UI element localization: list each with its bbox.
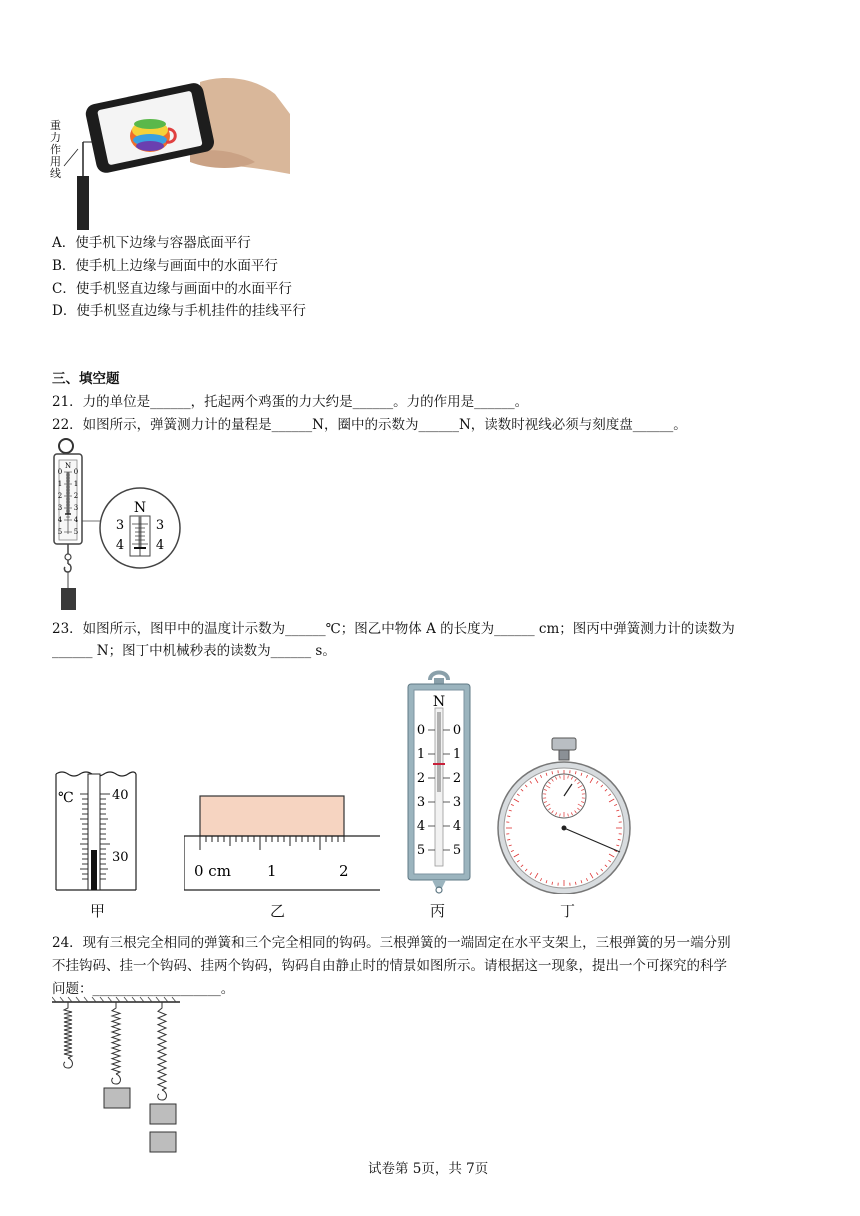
q21-text: 21．力的单位是______，托起两个鸡蛋的力大约是______。力的作用是______。 [52,394,529,410]
thermometer-label-30: 30 [112,850,129,865]
ruler-label-0: 0 cm [194,862,231,880]
dyn-left-1: 1 [416,747,426,762]
dyn-right-3: 3 [452,795,462,810]
q24-springs-figure [52,996,184,1156]
caption-jia: 甲 [90,902,106,920]
page-footer: 试卷第 5页，共 7页 [368,1161,489,1177]
q23-ruler-figure [184,792,380,892]
q23-thermometer-figure [52,770,140,894]
q22-zoom-unit: N [133,500,147,516]
caption-yi: 乙 [270,902,286,920]
dyn-left-3: 3 [416,795,426,810]
q22-scale-right-4: 4 [73,516,79,524]
q20-phone-figure [50,74,290,234]
thermometer-unit: ℃ [58,790,74,806]
q23-dynamometer-figure [404,668,474,894]
q24-text-line3: 问题：___________________。 [52,981,235,997]
dyn-left-0: 0 [416,723,426,738]
q23-text-line1: 23．如图所示，图甲中的温度计示数为______℃；图乙中物体 A 的长度为______ cm；图丙中弹簧测力计的读数为 [52,621,735,637]
q22-scale-right-2: 2 [73,492,79,500]
ruler-label-2: 2 [339,862,349,880]
thermometer-label-40: 40 [112,788,129,803]
q22-scale-left-4: 4 [57,516,63,524]
gravity-line-label: 重 力 作 用 线 [50,119,61,180]
caption-ding: 丁 [560,902,576,920]
q22-scale-left-3: 3 [57,504,63,512]
dyn-right-1: 1 [452,747,462,762]
q22-scale-left-2: 2 [57,492,63,500]
q22-zoom-left-4: 4 [115,538,125,553]
q22-scale-right-3: 3 [73,504,79,512]
q22-scale-right-5: 5 [73,528,79,536]
dynamometer-unit: N [432,694,446,710]
caption-bing: 丙 [430,902,446,920]
q23-stopwatch-figure [494,736,634,894]
q20-option-d: D．使手机竖直边缘与手机挂件的挂线平行 [52,303,306,319]
section-title: 三、填空题 [52,371,120,387]
dyn-left-5: 5 [416,843,426,858]
q24-text-line1: 24．现有三根完全相同的弹簧和三个完全相同的钩码。三根弹簧的一端固定在水平支架上，三根弹簧的另一端分别 [52,935,731,951]
q22-zoom-right-3: 3 [155,518,165,533]
dyn-left-2: 2 [416,771,426,786]
q22-scale-right-0: 0 [73,468,79,476]
dyn-right-5: 5 [452,843,462,858]
q22-scale-left-1: 1 [57,480,63,488]
q20-option-c: C．使手机竖直边缘与画面中的水面平行 [52,281,292,297]
dyn-right-4: 4 [452,819,462,834]
dyn-right-0: 0 [452,723,462,738]
q22-scale-right-1: 1 [73,480,79,488]
q22-scale-left-0: 0 [57,468,63,476]
q22-spring-scale-figure [50,436,190,614]
q22-zoom-right-4: 4 [155,538,165,553]
q24-text-line2: 不挂钩码、挂一个钩码、挂两个钩码，钩码自由静止时的情景如图所示。请根据这一现象，提出一个可探究的科学 [52,958,727,974]
q22-scale-unit: N [64,462,72,470]
dyn-right-2: 2 [452,771,462,786]
q20-option-a: A．使手机下边缘与容器底面平行 [52,235,251,251]
q20-option-b: B．使手机上边缘与画面中的水面平行 [52,258,278,274]
q22-zoom-left-3: 3 [115,518,125,533]
q22-scale-left-5: 5 [57,528,63,536]
dyn-left-4: 4 [416,819,426,834]
q23-text-line2: ______ N；图丁中机械秒表的读数为______ s。 [52,643,336,659]
ruler-label-1: 1 [267,862,277,880]
q22-text: 22．如图所示，弹簧测力计的量程是______N，圈中的示数为______N，读数时视线必须与刻度盘______。 [52,417,687,433]
